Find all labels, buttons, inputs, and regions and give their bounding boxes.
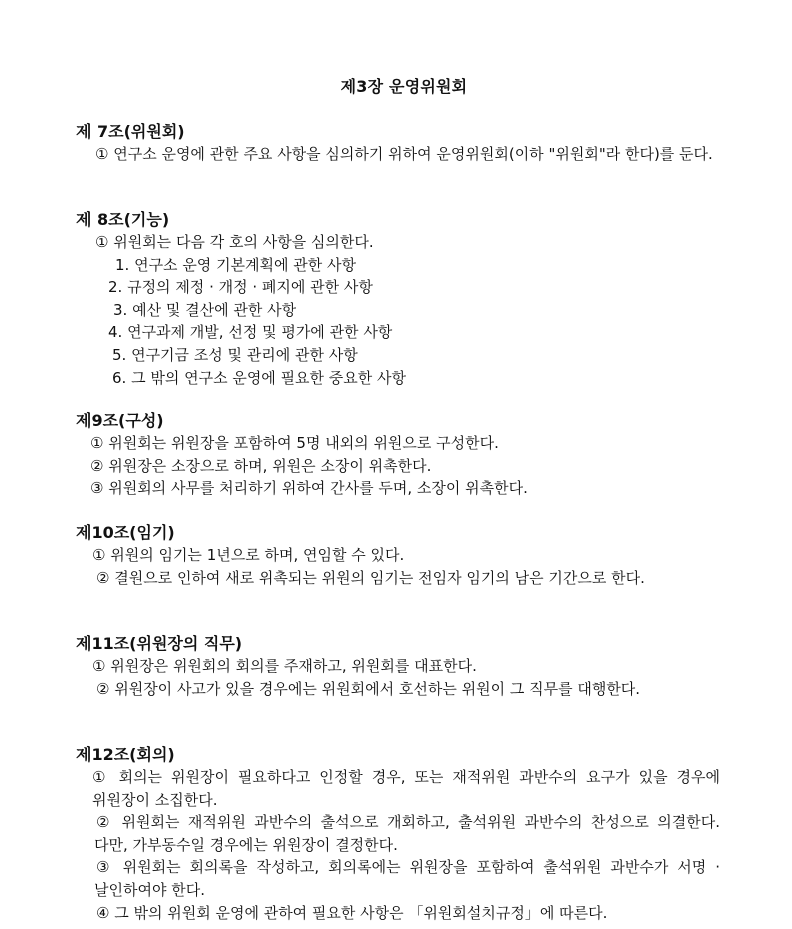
article-8-item-1: 1. 연구소 운영 기본계획에 관한 사항	[115, 255, 357, 274]
article-7	[76, 121, 720, 166]
article-11-paragraph-2: ② 위원장이 사고가 있을 경우에는 위원회에서 호선하는 위원이 그 직무를 대행한다.	[96, 679, 641, 698]
article-8-heading: 제 8조(기능)	[76, 210, 170, 229]
article-8-item-4: 4. 연구과제 개발, 선정 및 평가에 관한 사항	[108, 323, 393, 342]
article-12-heading: 제12조(회의)	[76, 745, 175, 764]
article-8-item-3: 3. 예산 및 결산에 관한 사항	[113, 300, 297, 319]
article-12-paragraph-2: ② 위원회는 재적위원 과반수의 출석으로 개회하고, 출석위원 과반수의 찬성으로 의결한다. 다만, 가부동수일 경우에는 위원장이 결정한다.	[94, 813, 720, 854]
article-8-item-2: 2. 규정의 제정 · 개정 · 폐지에 관한 사항	[108, 278, 373, 297]
article-11-heading: 제11조(위원장의 직무)	[76, 634, 243, 653]
article-12-paragraph-3: ③ 위원회는 회의록을 작성하고, 회의록에는 위원장을 포함하여 출석위원 과반수가 서명 · 날인하여야 한다.	[94, 858, 720, 899]
article-8	[76, 209, 720, 389]
article-10-heading: 제10조(임기)	[76, 523, 175, 542]
article-9-paragraph-2: ② 위원장은 소장으로 하며, 위원은 소장이 위촉한다.	[90, 456, 432, 475]
article-12-paragraph-4: ④ 그 밖의 위원회 운영에 관하여 필요한 사항은 「위원회설치규정」에 따른다.	[96, 903, 608, 922]
article-8-paragraph-1: ① 위원회는 다음 각 호의 사항을 심의한다.	[95, 233, 374, 251]
article-8-item-6: 6. 그 밖의 연구소 운영에 필요한 중요한 사항	[112, 368, 407, 387]
article-10-paragraph-1: ① 위원의 임기는 1년으로 하며, 연임할 수 있다.	[92, 546, 405, 564]
article-10-paragraph-2: ② 결원으로 인하여 새로 위촉되는 위원의 임기는 전임자 임기의 남은 기간으로 한다.	[96, 568, 645, 587]
article-7-paragraph-1: ① 연구소 운영에 관한 주요 사항을 심의하기 위하여 운영위원회(이하 "위원회"라 한다)를 둔다.	[95, 145, 713, 163]
article-9	[76, 410, 720, 500]
article-11	[76, 633, 720, 700]
article-9-heading: 제9조(구성)	[76, 411, 164, 430]
article-11-paragraph-1: ① 위원장은 위원회의 회의를 주재하고, 위원회를 대표한다.	[92, 657, 477, 675]
article-12	[76, 744, 720, 924]
article-7-heading: 제 7조(위원회)	[76, 122, 185, 141]
article-8-item-5: 5. 연구기금 조성 및 관리에 관한 사항	[112, 345, 358, 364]
article-12-paragraph-1: ① 회의는 위원장이 필요하다고 인정할 경우, 또는 재적위원 과반수의 요구가 있을 경우에 위원장이 소집한다.	[92, 768, 720, 809]
article-10	[76, 522, 720, 589]
article-9-paragraph-3: ③ 위원회의 사무를 처리하기 위하여 간사를 두며, 소장이 위촉한다.	[90, 479, 528, 498]
chapter-title: 제3장 운영위원회	[340, 77, 468, 96]
article-9-paragraph-1: ① 위원회는 위원장을 포함하여 5명 내외의 위원으로 구성한다.	[90, 434, 499, 452]
